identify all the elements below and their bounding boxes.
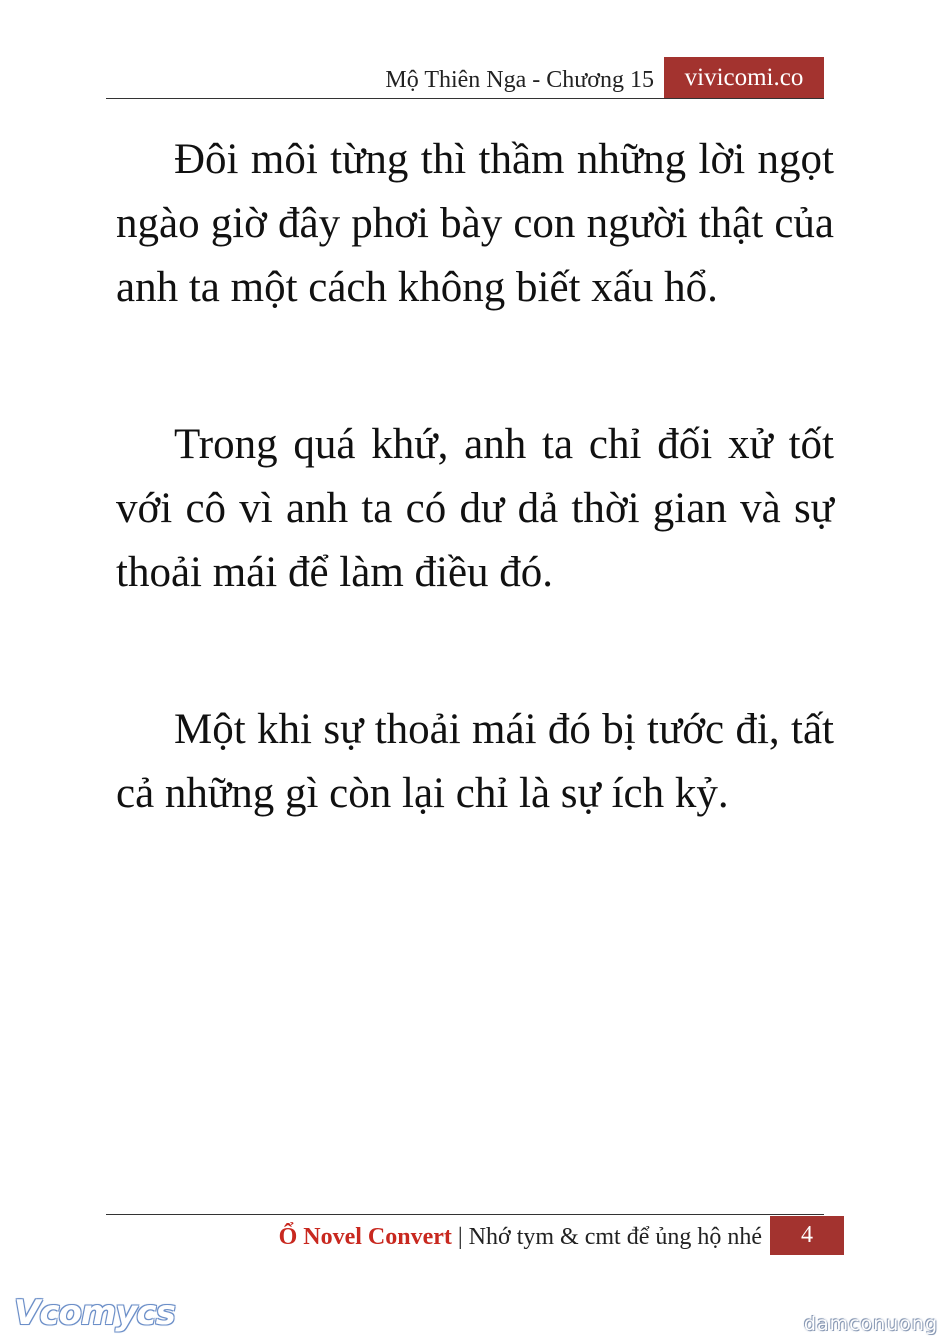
paragraph-2: Trong quá khứ, anh ta chỉ đối xử tốt với cô vì anh ta có dư dả thời gian và sự thoải mái để làm điều đó. <box>116 421 834 596</box>
header-divider <box>106 98 824 99</box>
footer-brand: Ổ Novel Convert <box>278 1224 452 1250</box>
watermark-logo-left: Vcomycs <box>14 1293 175 1333</box>
footer-message: Nhớ tym & cmt để ủng hộ nhé <box>468 1224 762 1250</box>
page-body <box>116 128 834 826</box>
footer-divider <box>106 1214 824 1215</box>
footer-separator: | <box>451 1224 469 1250</box>
watermark-right: damconuong <box>803 1313 938 1335</box>
footer-line <box>279 1221 762 1253</box>
chapter-title: Mộ Thiên Nga - Chương 15 <box>385 67 654 93</box>
paragraph-1: Đôi môi từng thì thầm những lời ngọt ngào giờ đây phơi bày con người thật của anh ta một cách không biết xấu hổ. <box>116 136 834 311</box>
paragraph-3: Một khi sự thoải mái đó bị tước đi, tất cả những gì còn lại chỉ là sự ích kỷ. <box>116 706 834 817</box>
page-number: 4 <box>770 1216 844 1255</box>
site-badge: vivicomi.co <box>664 57 824 98</box>
